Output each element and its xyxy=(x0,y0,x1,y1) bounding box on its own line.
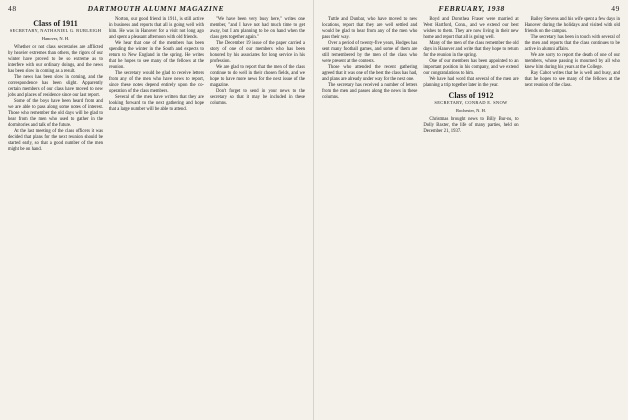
paragraph: Many of the men of the class remember the old days in Hanover and write that they hope to return for the reunion in the spring. xyxy=(423,41,519,58)
paragraph: Some of the boys have been heard from and we are able to pass along some notes of interest. Those who remember the old days will be glad to hear from the men who used to gather in the dormitories and talk of the future. xyxy=(8,99,103,128)
paragraph: Several of the men have written that they are looking forward to the next gathering and hope that a large number will be able to attend. xyxy=(109,95,204,112)
paragraph: Whether or not class secretaries are afflicted by heavier extremes than others, the rigors of our winter have proved to be so extreme as to interfere with our ordinary doings, and the news has been slow in coming as a result. xyxy=(8,45,103,74)
right-column-1 xyxy=(322,17,417,135)
paragraph: Those who attended the recent gathering agreed that it was one of the best the class has had, and plans are already under way for the next one. xyxy=(322,65,418,82)
running-title-right: FEBRUARY, 1938 xyxy=(438,4,505,13)
left-column-2 xyxy=(109,17,204,153)
paragraph: The news has been slow in coming, and the correspondence has been slight. Apparently certain members of our class have moved to new jobs and places of residence since our last report. xyxy=(8,75,103,98)
paragraph: Don't forget to send in your news to the secretary so that it may be included in these columns. xyxy=(210,89,305,106)
right-columns xyxy=(322,17,620,135)
paragraph: The secretary has received a number of letters from the men and passes along the news in these columns. xyxy=(322,83,418,100)
class-secretary-1912: SECRETARY, CONRAD E. SNOW xyxy=(434,100,508,105)
paragraph: "We have been very busy here," writes one member, "and I have not had much time to get away, but I am planning to be on hand when the class gets together again." xyxy=(210,17,305,40)
paragraph: The December 19 issue of the paper carried a story of one of our members who has been honored by his associates for long service in his profession. xyxy=(210,41,305,64)
paragraph: The secretary would be glad to receive letters from any of the men who have news to report, since these notes depend entirely upon the co-operation of the class members. xyxy=(109,71,204,94)
class-heading-1911: Class of 1911 xyxy=(33,19,78,28)
right-column-3 xyxy=(525,17,620,135)
right-page xyxy=(314,0,628,420)
paragraph: Boyd and Dorothea Fraser were married at West Hartford, Conn., and we extend our best wishes to them. They are now living in their new home and report that all is going well. xyxy=(423,17,519,40)
paragraph: The secretary has been in touch with several of the men and reports that the class continues to be active in alumni affairs. xyxy=(524,35,620,52)
right-column-2 xyxy=(423,17,518,135)
paragraph: Over a period of twenty-five years, Hodges has sent many football games, and some of them are still remembered by the men of the class who were present at the contests. xyxy=(322,41,418,64)
paragraph: Norton, our good friend in 1911, is still active in business and reports that all is going well with him. He was in Hanover for a visit not long ago and spent a pleasant afternoon with old friends. xyxy=(109,17,204,40)
paragraph: We have had word that several of the men are planning a trip together later in the year. xyxy=(423,77,519,88)
paragraph: Tuttle and Dunbar, who have moved to new locations, report that they are well settled and would be glad to hear from any of the men who pass their way. xyxy=(322,17,418,40)
class-heading-1912: Class of 1912 xyxy=(448,91,494,100)
paragraph: Christmas brought news to Billy Bur-ns, to Dolly Baxter, the life of many parties, held on December 21, 1937. xyxy=(423,117,519,134)
running-head-right xyxy=(322,4,620,14)
paragraph: Bailey Stevens and his wife spent a few days in Hanover during the holidays and visited with old friends on the campus. xyxy=(524,17,620,34)
class-address-1911: Hanover, N. H. xyxy=(41,36,70,41)
paragraph: We hear that one of the members has been spending the winter in the South and expects to return to New England in the spring. He writes that he hopes to see many of the fellows at the reunion. xyxy=(109,41,204,70)
running-head-left xyxy=(8,4,305,14)
paragraph: We are sorry to report the death of one of our members, whose passing is mourned by all who knew him during his years at the College. xyxy=(524,53,620,70)
page-number-left: 48 xyxy=(8,4,17,13)
running-title-left: DARTMOUTH ALUMNI MAGAZINE xyxy=(87,4,225,13)
class-secretary-1911: SECRETARY, NATHANIEL G. BURLEIGH xyxy=(9,28,102,33)
paragraph: At the last meeting of the class officers it was decided that plans for the next reunion should be started early, so that a good number of the men might be on hand. xyxy=(8,129,103,152)
paragraph: Ray Cabot writes that he is well and busy, and that he hopes to see many of the fellows at the next reunion of the class. xyxy=(524,71,620,88)
paragraph: One of our members has been appointed to an important position in his company, and we extend our congratulations to him. xyxy=(423,59,519,76)
class-address-1912: Rochester, N. H. xyxy=(456,108,486,113)
left-columns xyxy=(8,17,305,153)
left-column-3 xyxy=(210,17,305,153)
page-number-right: 49 xyxy=(611,4,620,13)
left-column-1 xyxy=(8,17,103,153)
paragraph: We are glad to report that the men of the class continue to do well in their chosen fields, and we hope to have more news for the next issue of the magazine. xyxy=(210,65,305,88)
